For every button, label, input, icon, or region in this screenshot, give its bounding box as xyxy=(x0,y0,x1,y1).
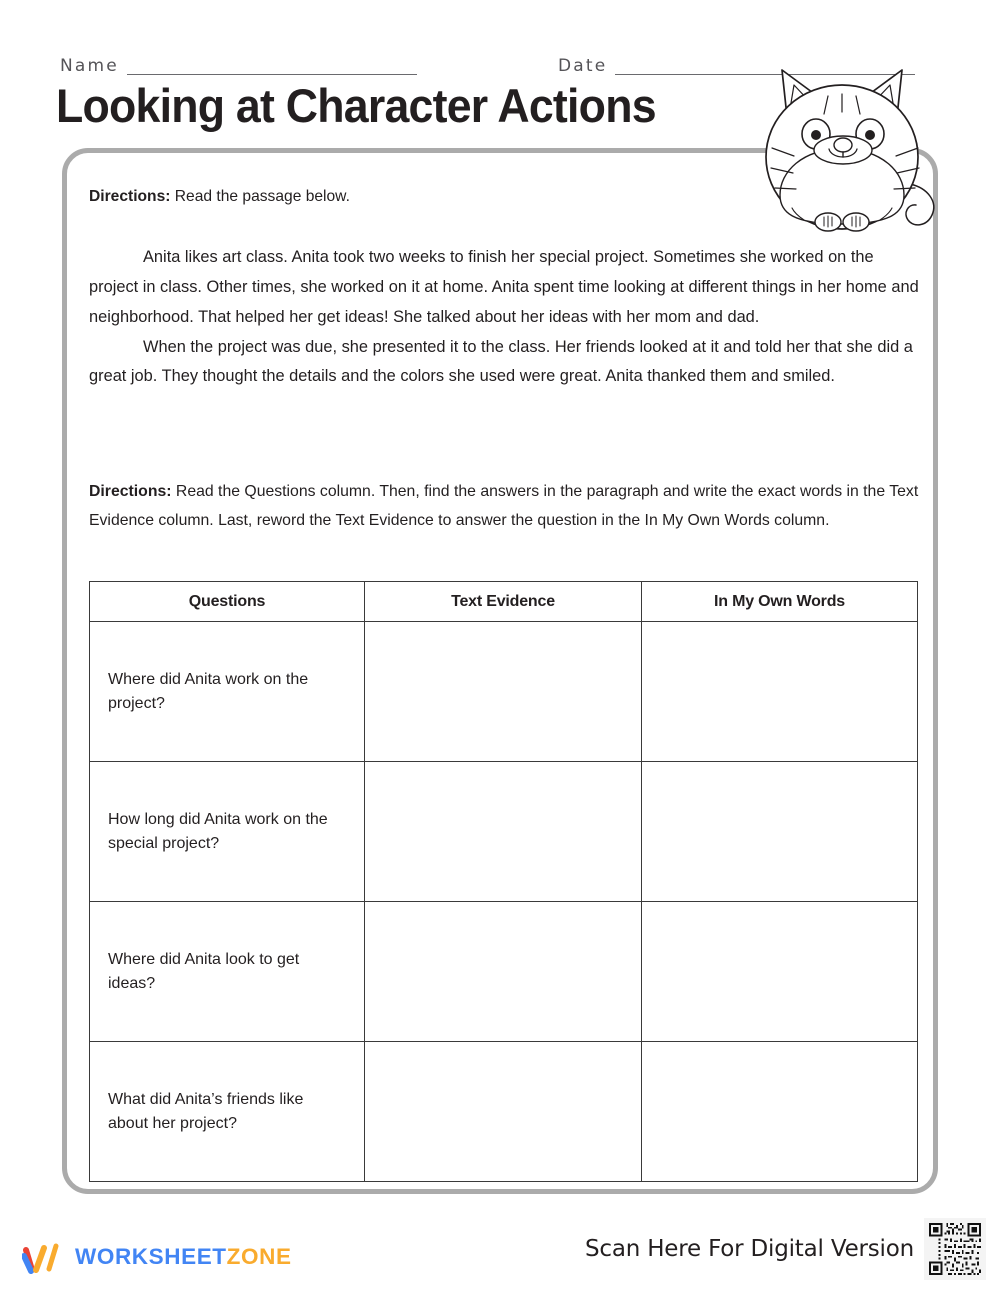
directions-fill-table xyxy=(89,477,927,535)
worksheetzone-logo-icon xyxy=(22,1240,66,1274)
name-label: Name xyxy=(60,56,119,76)
brand-name xyxy=(75,1244,292,1270)
own-words-answer-cell[interactable] xyxy=(642,1042,918,1182)
worksheet-panel xyxy=(62,148,938,1194)
directions-read-passage xyxy=(89,185,729,208)
text-evidence-answer-cell[interactable] xyxy=(365,622,642,762)
text-evidence-answer-cell[interactable] xyxy=(365,762,642,902)
scan-section[interactable] xyxy=(585,1218,986,1280)
reading-passage xyxy=(89,243,921,392)
question-cell: Where did Anita work on the project? xyxy=(90,622,365,762)
name-write-line[interactable] xyxy=(127,74,417,75)
text-evidence-answer-cell[interactable] xyxy=(365,1042,642,1182)
brand-name-primary: WORKSHEET xyxy=(75,1244,227,1269)
brand-name-secondary: ZONE xyxy=(226,1244,292,1269)
directions-label-1: Directions: xyxy=(89,188,171,205)
table-row xyxy=(90,622,918,762)
page-footer xyxy=(0,1204,1000,1294)
name-field[interactable] xyxy=(60,58,417,77)
brand-logo[interactable] xyxy=(22,1240,292,1274)
passage-paragraph-1: Anita likes art class. Anita took two weeks to finish her special project. Sometimes she worked on the project in class. Other times, she worked on it at home. Anita spent time looking at different things in her home and neighborhood. That helped her get ideas! She talked about her ideas with her mom and dad. xyxy=(89,248,919,326)
passage-paragraph-2: When the project was due, she presented it to the class. Her friends looked at it and told her that she did a great job. They thought the details and the colors she used were great. Anita thanked them and smiled. xyxy=(89,337,913,386)
directions-label-2: Directions: xyxy=(89,483,172,500)
worksheet-panel-content xyxy=(89,175,919,1175)
table-row xyxy=(90,902,918,1042)
table-row xyxy=(90,1042,918,1182)
column-header-text-evidence: Text Evidence xyxy=(365,582,642,622)
answer-table xyxy=(89,581,918,1182)
date-label: Date xyxy=(558,56,608,76)
own-words-answer-cell[interactable] xyxy=(642,762,918,902)
table-header-row xyxy=(90,582,918,622)
qr-code-icon[interactable] xyxy=(924,1218,986,1280)
own-words-answer-cell[interactable] xyxy=(642,622,918,762)
text-evidence-answer-cell[interactable] xyxy=(365,902,642,1042)
scan-instruction-text: Scan Here For Digital Version xyxy=(584,1236,914,1262)
question-cell: How long did Anita work on the special project? xyxy=(90,762,365,902)
cat-icon xyxy=(742,52,948,232)
column-header-questions: Questions xyxy=(90,582,365,622)
column-header-in-my-own-words: In My Own Words xyxy=(642,582,918,622)
directions-text-2: Read the Questions column. Then, find the answers in the paragraph and write the exact words in the Text Evidence column. Last, reword the Text Evidence to answer the question in the In My Own Words column. xyxy=(89,483,919,530)
own-words-answer-cell[interactable] xyxy=(642,902,918,1042)
question-cell: Where did Anita look to get ideas? xyxy=(90,902,365,1042)
directions-text-1: Read the passage below. xyxy=(170,188,350,205)
table-row xyxy=(90,762,918,902)
question-cell: What did Anita’s friends like about her project? xyxy=(90,1042,365,1182)
page-title: Looking at Character Actions xyxy=(56,79,656,132)
